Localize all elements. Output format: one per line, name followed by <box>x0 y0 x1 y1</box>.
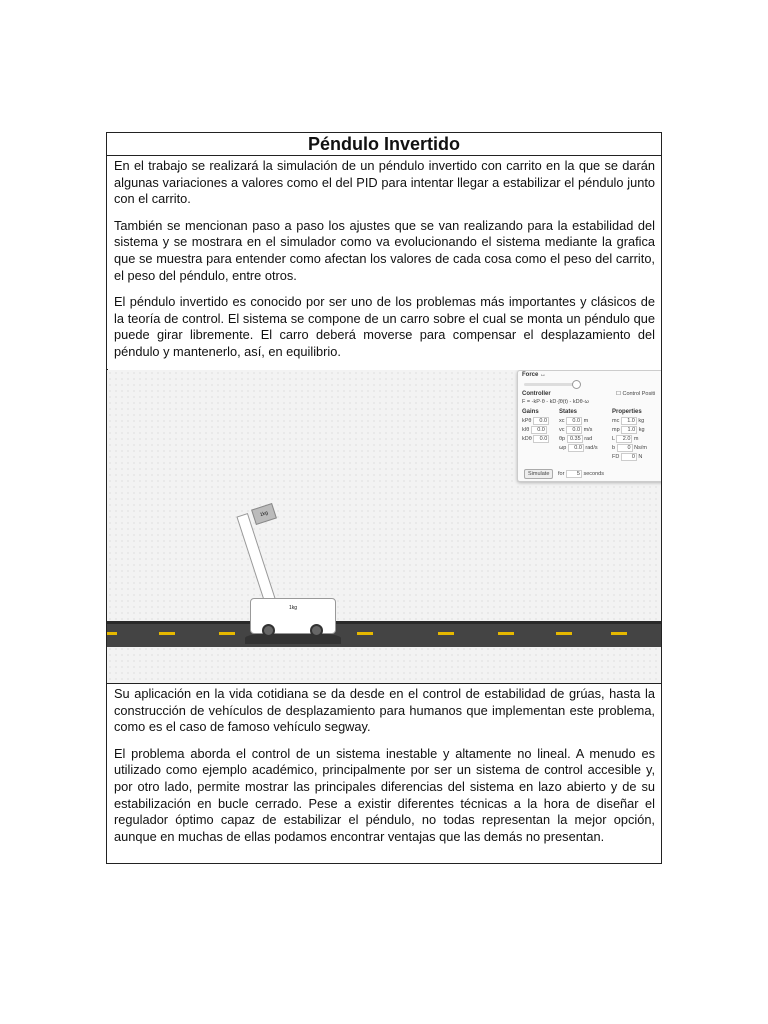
road-dash <box>159 632 175 635</box>
state-unit: m <box>583 418 589 424</box>
force-slider-knob[interactable] <box>572 380 581 389</box>
gain-row <box>522 435 549 443</box>
property-row <box>612 453 642 461</box>
property-row <box>612 435 639 443</box>
gain-name: kDθ <box>522 436 532 442</box>
gain-name: kIθ <box>522 427 530 433</box>
state-input[interactable]: 0.0 <box>568 444 584 452</box>
road-dash <box>357 632 373 635</box>
state-unit: rad <box>584 436 593 442</box>
state-unit: rad/s <box>585 445 598 451</box>
intro-cell <box>107 156 661 361</box>
gains-label: Gains <box>522 409 539 415</box>
road <box>107 621 661 647</box>
property-name: mp <box>612 427 620 433</box>
gain-input[interactable]: 0.0 <box>531 426 547 434</box>
simulate-duration <box>558 470 604 478</box>
property-unit: kg <box>638 427 645 433</box>
cart-label: 1kg <box>288 605 298 611</box>
state-row <box>559 426 592 434</box>
road-dash <box>611 632 627 635</box>
property-row <box>612 444 647 452</box>
road-dash <box>107 632 117 635</box>
document-table <box>106 132 662 864</box>
gain-input[interactable]: 0.0 <box>533 417 549 425</box>
state-row <box>559 444 598 452</box>
property-name: L <box>612 436 615 442</box>
property-name: mc <box>612 418 620 424</box>
intro-paragraph-1: En el trabajo se realizará la simulación de un péndulo invertido con carrito en la que se darán algunas variaciones a valores como el del PID para intentar llegar a estabilizar el péndulo junto con el carrito. <box>114 158 655 207</box>
closing-paragraph-2: El problema aborda el control de un sistema inestable y altamente no lineal. A menudo es utilizado como ejemplo académico, principalmente por ser un sistema de control accesible y, por otro lado, permite mostrar las principales diferencias del sistema en lazo abierto y de su estabilización en bucle cerrado. Pese a existir diferentes técnicas a la hora de diseñar el regulador óptimo capaz de estabilizar el péndulo, no todas representan la mejor opción, aunque en muchas de ellas podamos encontrar ventajas que las demás no presentan. <box>114 745 655 844</box>
road-edge <box>107 621 661 624</box>
pendulum-simulator-image <box>107 370 661 683</box>
property-unit: kg <box>638 418 645 424</box>
state-unit: m/s <box>583 427 593 433</box>
properties-label: Properties <box>612 409 642 415</box>
pendulum-bob <box>251 503 277 525</box>
property-input[interactable]: 0 <box>621 453 637 461</box>
property-name: FD <box>612 454 620 460</box>
road-dash <box>219 632 235 635</box>
control-position-label: Control Positi <box>622 391 656 397</box>
property-unit: m <box>633 436 639 442</box>
simulate-button[interactable]: Simulate <box>524 469 553 479</box>
property-input[interactable]: 1.0 <box>621 426 637 434</box>
states-label: States <box>559 409 578 415</box>
road-dash <box>498 632 514 635</box>
control-position-checkbox[interactable]: ☐ Control Positi <box>616 391 656 397</box>
controller-formula: F = -kP·θ - kD·∫θ(t) - kDθ·ω <box>522 399 589 405</box>
for-label: for <box>558 471 565 477</box>
property-name: b <box>612 445 616 451</box>
road-dash <box>438 632 454 635</box>
intro-paragraph-3: El péndulo invertido es conocido por ser uno de los problemas más importantes y clásicos de la teoría de control. El sistema se compone de un carro sobre el cual se monta un péndulo que puede girar libremente. El carro deberá moverse para compensar el desplazamiento del péndulo y mantenerlo, así, en equilibrio. <box>114 294 655 359</box>
state-name: θp <box>559 436 566 442</box>
property-row <box>612 417 644 425</box>
gain-name: kPθ <box>522 418 532 424</box>
closing-cell <box>107 683 661 845</box>
state-row <box>559 435 592 443</box>
closing-paragraph-1: Su aplicación en la vida cotidiana se da desde en el control de estabilidad de grúas, hasta la construcción de vehículos de desplazamiento para humanos que implementan este problema, como es el caso de famoso vehículo segway. <box>114 686 655 735</box>
force-slider-track[interactable] <box>524 383 574 386</box>
property-row <box>612 426 645 434</box>
gain-row <box>522 426 547 434</box>
state-input[interactable]: 0.0 <box>566 426 582 434</box>
document-title: Péndulo Invertido <box>107 133 661 156</box>
force-label: Force ↔ <box>522 372 547 378</box>
state-row <box>559 417 588 425</box>
bob-label: 1kg <box>259 509 269 519</box>
state-name: vc <box>559 427 565 433</box>
cart-wheel <box>262 624 275 637</box>
property-input[interactable]: 1.0 <box>621 417 637 425</box>
seconds-label: seconds <box>583 471 604 477</box>
state-name: ωp <box>559 445 567 451</box>
property-unit: Ns/m <box>634 445 647 451</box>
state-input[interactable]: 0.35 <box>567 435 583 443</box>
state-name: xc <box>559 418 565 424</box>
simulator-control-panel <box>517 370 661 482</box>
property-unit: N <box>638 454 643 460</box>
property-input[interactable]: 0 <box>617 444 633 452</box>
cart-wheel <box>310 624 323 637</box>
controller-label: Controller <box>522 391 551 397</box>
state-input[interactable]: 0.0 <box>566 417 582 425</box>
intro-paragraph-2: También se mencionan paso a paso los ajustes que se van realizando para la estabilidad del sistema y se mostrara en el simulador como va evolucionando el sistema mediante la grafica que se muestra para entender como afectan los valores de cada cosa como el peso del carrito, el peso del péndulo, entre otros. <box>114 217 655 283</box>
gain-row <box>522 417 549 425</box>
seconds-input[interactable]: 5 <box>566 470 582 478</box>
road-dash <box>556 632 572 635</box>
property-input[interactable]: 2.0 <box>616 435 632 443</box>
gain-input[interactable]: 0.0 <box>533 435 549 443</box>
